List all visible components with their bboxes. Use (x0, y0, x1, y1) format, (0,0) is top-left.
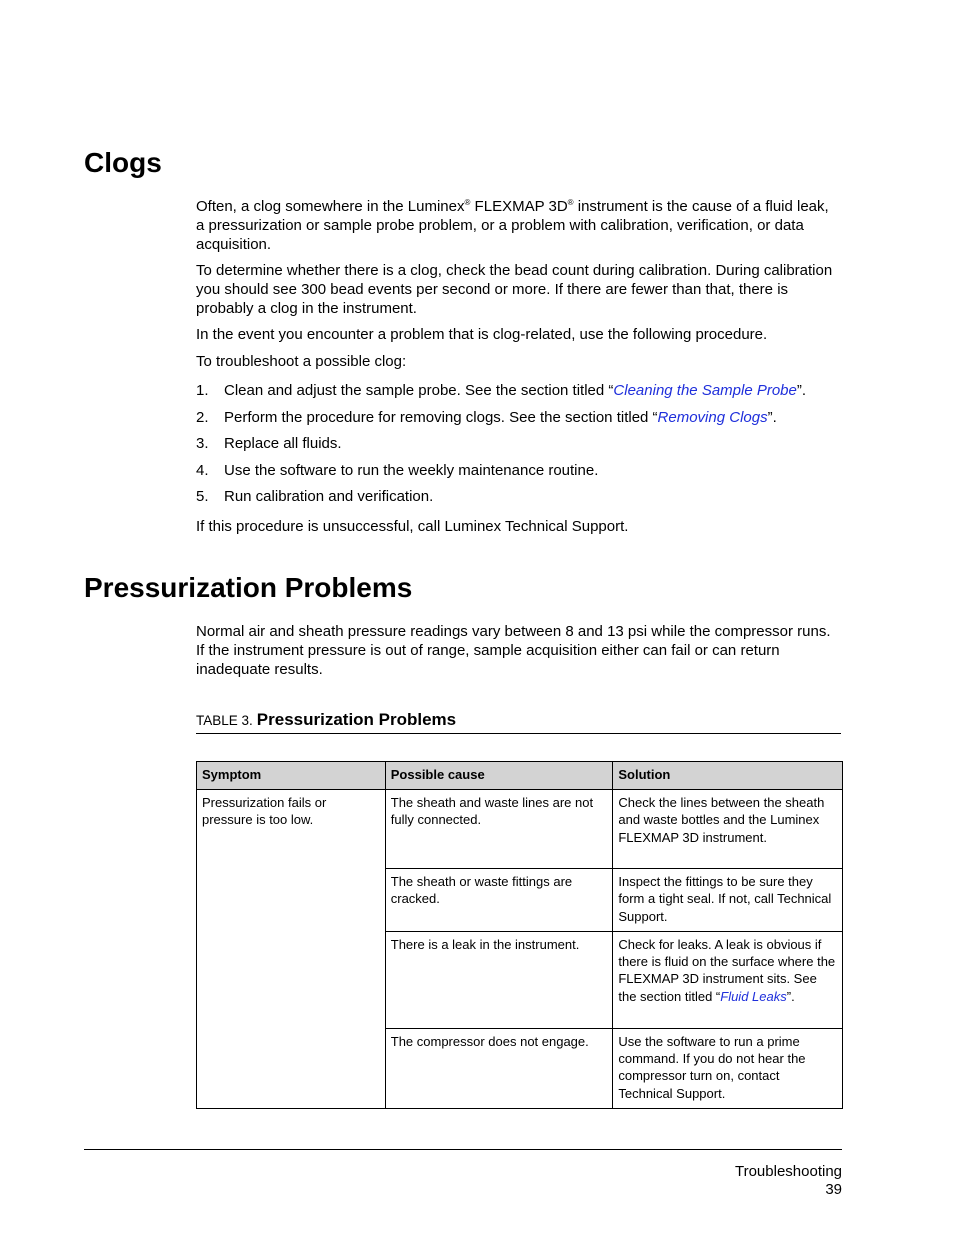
support-paragraph: If this procedure is unsuccessful, call Luminex Technical Support. (196, 518, 629, 535)
list-item: 5. Run calibration and verification. (196, 488, 434, 505)
clogs-intro-paragraph: Often, a clog somewhere in the Luminex® FLEXMAP 3D® instrument is the cause of a fluid leak, a pressurization or sample probe problem, or a problem with calibration, verification, or data acquisition. (196, 198, 829, 253)
clog-steps-list (196, 381, 841, 514)
table-title: Pressurization Problems (256, 710, 457, 729)
cause-cell: The sheath or waste fittings are cracked. (385, 869, 613, 932)
footer-divider (84, 1149, 842, 1150)
table-label: TABLE 3. (196, 713, 253, 728)
registered-mark: ® (464, 198, 471, 207)
pressurization-table (196, 761, 843, 1109)
table-row (197, 790, 843, 869)
pressure-readings-paragraph: Normal air and sheath pressure readings vary between 8 and 13 psi while the compressor runs. If the instrument pressure is out of range, sample acquisition either can fail or can return inadequate results. (196, 623, 831, 678)
column-header-solution: Solution (613, 762, 843, 790)
symptom-cell: Pressurization fails or pressure is too low. (197, 790, 386, 1109)
cleaning-sample-probe-link[interactable]: Cleaning the Sample Probe (613, 382, 797, 399)
solution-cell: Check for leaks. A leak is obvious if there is fluid on the surface where the FLEXMAP 3D instrument sits. See the section titled “Fluid Leaks”. (613, 931, 843, 1028)
table-caption (196, 710, 841, 734)
list-item: 4. Use the software to run the weekly maintenance routine. (196, 461, 599, 479)
removing-clogs-link[interactable]: Removing Clogs (657, 408, 768, 426)
fluid-leaks-link[interactable]: Fluid Leaks (720, 988, 787, 1004)
solution-cell: Inspect the fittings to be sure they form a tight seal. If not, call Technical Support. (613, 869, 843, 932)
cause-cell: There is a leak in the instrument. (385, 931, 613, 1028)
list-item: 3. Replace all fluids. (196, 435, 342, 452)
cause-cell: The compressor does not engage. (385, 1028, 613, 1108)
registered-mark: ® (567, 198, 574, 207)
bead-count-paragraph: To determine whether there is a clog, check the bead count during calibration. During calibration you should see 300 bead events per second or more. If there are fewer than that, there is probably a clog in the instrument. (196, 262, 833, 317)
page-number: 39 (825, 1181, 842, 1198)
list-item: 2. Perform the procedure for removing clogs. See the section titled “Removing Clogs”. (196, 408, 777, 426)
column-header-possible-cause: Possible cause (385, 762, 613, 790)
solution-cell: Check the lines between the sheath and waste bottles and the Luminex FLEXMAP 3D instrument. (613, 790, 843, 869)
column-header-symptom: Symptom (197, 762, 386, 790)
table-header-row (197, 762, 843, 790)
list-item: 1. Clean and adjust the sample probe. See the section titled “Cleaning the Sample Probe”. (196, 382, 807, 399)
clogs-heading: Clogs (84, 147, 162, 178)
cause-cell: The sheath and waste lines are not fully connected. (385, 790, 613, 869)
pressurization-heading: Pressurization Problems (84, 572, 413, 603)
footer-section-title: Troubleshooting (734, 1163, 842, 1180)
procedure-intro-paragraph: In the event you encounter a problem that is clog-related, use the following procedure. (196, 326, 768, 343)
solution-cell: Use the software to run a prime command. If you do not hear the compressor turn on, contact Technical Support. (613, 1028, 843, 1108)
troubleshoot-lead-in: To troubleshoot a possible clog: (196, 353, 407, 370)
page-footer (735, 1163, 842, 1199)
